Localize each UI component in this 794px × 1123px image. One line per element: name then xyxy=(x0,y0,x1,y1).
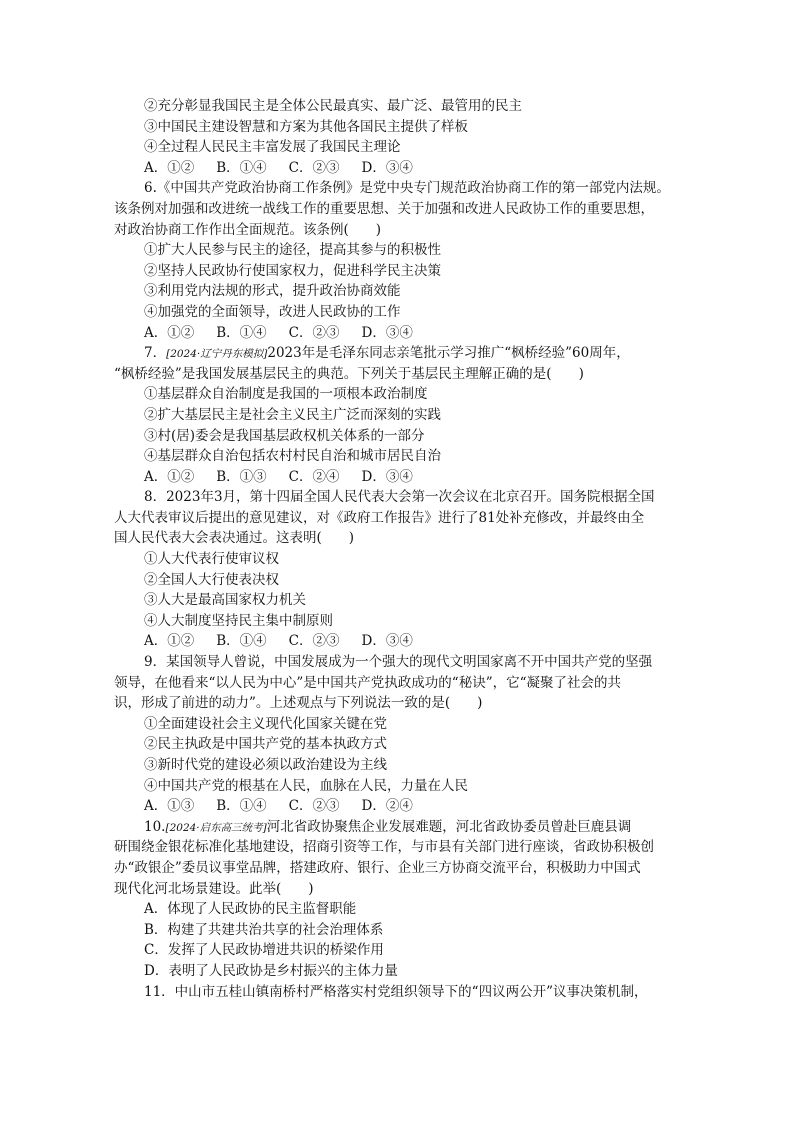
q7-source: [2024·辽宁丹东模拟] xyxy=(166,348,268,361)
q8-item-4: ④人大制度坚持民主集中制原则 xyxy=(144,612,333,629)
q7-stem-line-1 xyxy=(114,343,696,364)
q7-item-2: ②扩大基层民主是社会主义民主广泛而深刻的实践 xyxy=(144,406,441,423)
q6-item-4: ④加强党的全面领导，改进人民政协的工作 xyxy=(144,303,401,320)
option-a: A．①② xyxy=(144,159,195,176)
q10-stem-line-1 xyxy=(114,817,696,838)
option-b: B．①④ xyxy=(216,633,267,650)
q9-item-3: ③新时代党的建设必须以政治建设为主线 xyxy=(144,757,387,773)
q9-item-2: ②民主执政是中国共产党的基本执政方式 xyxy=(144,736,387,753)
q10-source: [2024·启东高三统考] xyxy=(165,821,267,834)
q8-options xyxy=(114,631,696,652)
option-a: A．①② xyxy=(144,468,195,485)
q6-stem-line-2: 该条例对加强和改进统一战线工作的重要思想、关于加强和改进人民政协工作的重要思想， xyxy=(114,200,654,217)
q8-stem-line-1: 8．2023年3月，第十四届全国人民代表大会第一次会议在北京召开。国务院根据全国 xyxy=(144,489,655,506)
q5-item-4: ④全过程人民民主丰富发展了我国民主理论 xyxy=(144,139,401,156)
q8-stem-line-3: 国人民代表大会表决通过。这表明( ) xyxy=(114,530,355,547)
q7-number: 7． xyxy=(144,345,167,362)
q10-option-a: A．体现了人民政协的民主监督职能 xyxy=(144,901,357,918)
option-c: C．②③ xyxy=(288,324,340,341)
q9-item-1: ①全面建设社会主义现代化国家关键在党 xyxy=(144,715,387,732)
option-b: B．①④ xyxy=(216,159,267,176)
q6-stem-line-3: 对政治协商工作作出全面规范。该条例( ) xyxy=(114,221,382,238)
q10-stem-line-3: 办“政银企”委员议事堂品牌，搭建政府、银行、企业三方协商交流平台，积极助力中国式 xyxy=(114,859,641,876)
q10-option-b: B．构建了共建共治共享的社会治理体系 xyxy=(144,921,384,938)
q10-number: 10. xyxy=(144,818,166,835)
option-c: C．②③ xyxy=(288,798,340,815)
q8-item-3: ③人大是最高国家权力机关 xyxy=(144,592,306,609)
option-b: B．①④ xyxy=(216,324,267,341)
q11-stem-line-1: 11．中山市五桂山镇南桥村严格落实村党组织领导下的“四议两公开”议事决策机制， xyxy=(144,983,648,1000)
option-d: D．③④ xyxy=(361,468,413,485)
option-d: D．③④ xyxy=(361,633,413,650)
option-d: D．②④ xyxy=(361,798,413,815)
option-c: C．②③ xyxy=(288,159,340,176)
q10-option-c: C．发挥了人民政协增进共识的桥梁作用 xyxy=(144,942,384,959)
option-b: B．①④ xyxy=(216,798,267,815)
q10-stem-line-2: 研围绕金银花标准化基地建设，招商引资等工作，与市县有关部门进行座谈，省政协积极创 xyxy=(114,839,654,856)
question-content xyxy=(114,96,696,1002)
q6-item-2: ②坚持人民政协行使国家权力，促进科学民主决策 xyxy=(144,262,441,279)
q7-stem-line-2: “枫桥经验”是我国发展基层民主的典范。下列关于基层民主理解正确的是( ) xyxy=(114,365,584,382)
option-c: C．②④ xyxy=(288,468,340,485)
option-a: A．①③ xyxy=(144,798,195,815)
q6-item-1: ①扩大人民参与民主的途径，提高其参与的积极性 xyxy=(144,242,441,259)
q9-stem-line-3: 识，形成了前进的动力”。上述观点与下列说法一致的是( ) xyxy=(114,695,483,712)
q5-item-3: ③中国民主建设智慧和方案为其他各国民主提供了样板 xyxy=(144,118,468,135)
q7-stem-text: 2023年是毛泽东同志亲笔批示学习推广“枫桥经验”60周年， xyxy=(267,345,630,362)
q9-stem-line-1: 9．某国领导人曾说，中国发展成为一个强大的现代文明国家离不开中国共产党的坚强 xyxy=(144,654,653,671)
q7-item-4: ④基层群众自治包括农村村民自治和城市居民自治 xyxy=(144,448,441,465)
q8-stem-line-2: 人大代表审议后提出的意见建议，对《政府工作报告》进行了81处补充修改，并最终由全 xyxy=(114,509,645,526)
q6-options xyxy=(114,323,696,344)
q5-options xyxy=(114,158,696,179)
option-d: D．③④ xyxy=(361,324,413,341)
option-a: A．①② xyxy=(144,633,195,650)
q9-item-4: ④中国共产党的根基在人民，血脉在人民，力量在人民 xyxy=(144,777,468,794)
q10-option-d: D．表明了人民政协是乡村振兴的主体力量 xyxy=(144,962,398,979)
option-a: A．①② xyxy=(144,324,195,341)
option-c: C．②③ xyxy=(288,633,340,650)
q8-item-1: ①人大代表行使审议权 xyxy=(144,551,279,568)
q6-item-3: ③利用党内法规的形式，提升政治协商效能 xyxy=(144,283,401,300)
q8-item-2: ②全国人大行使表决权 xyxy=(144,571,279,588)
q10-stem-line-4: 现代化河北场景建设。此举( ) xyxy=(114,880,314,897)
option-b: B．①③ xyxy=(216,468,267,485)
q10-stem-text: 河北省政协聚焦企业发展难题，河北省政协委员曾赴巨鹿县调 xyxy=(266,818,632,835)
q5-item-2: ②充分彰显我国民主是全体公民最真实、最广泛、最管用的民主 xyxy=(144,98,522,114)
q7-item-1: ①基层群众自治制度是我国的一项根本政治制度 xyxy=(144,386,428,403)
q6-stem-line-1: 6.《中国共产党政治协商工作条例》是党中央专门规范政治协商工作的第一部党内法规。 xyxy=(144,180,670,197)
q9-stem-line-2: 领导，在他看来“以人民为中心”是中国共产党执政成功的“秘诀”，它“凝聚了社会的共 xyxy=(114,674,622,691)
q7-options xyxy=(114,467,696,488)
option-d: D．③④ xyxy=(361,159,413,176)
q9-options xyxy=(114,796,696,817)
q7-item-3: ③村(居)委会是我国基层政权机关体系的一部分 xyxy=(144,427,425,444)
